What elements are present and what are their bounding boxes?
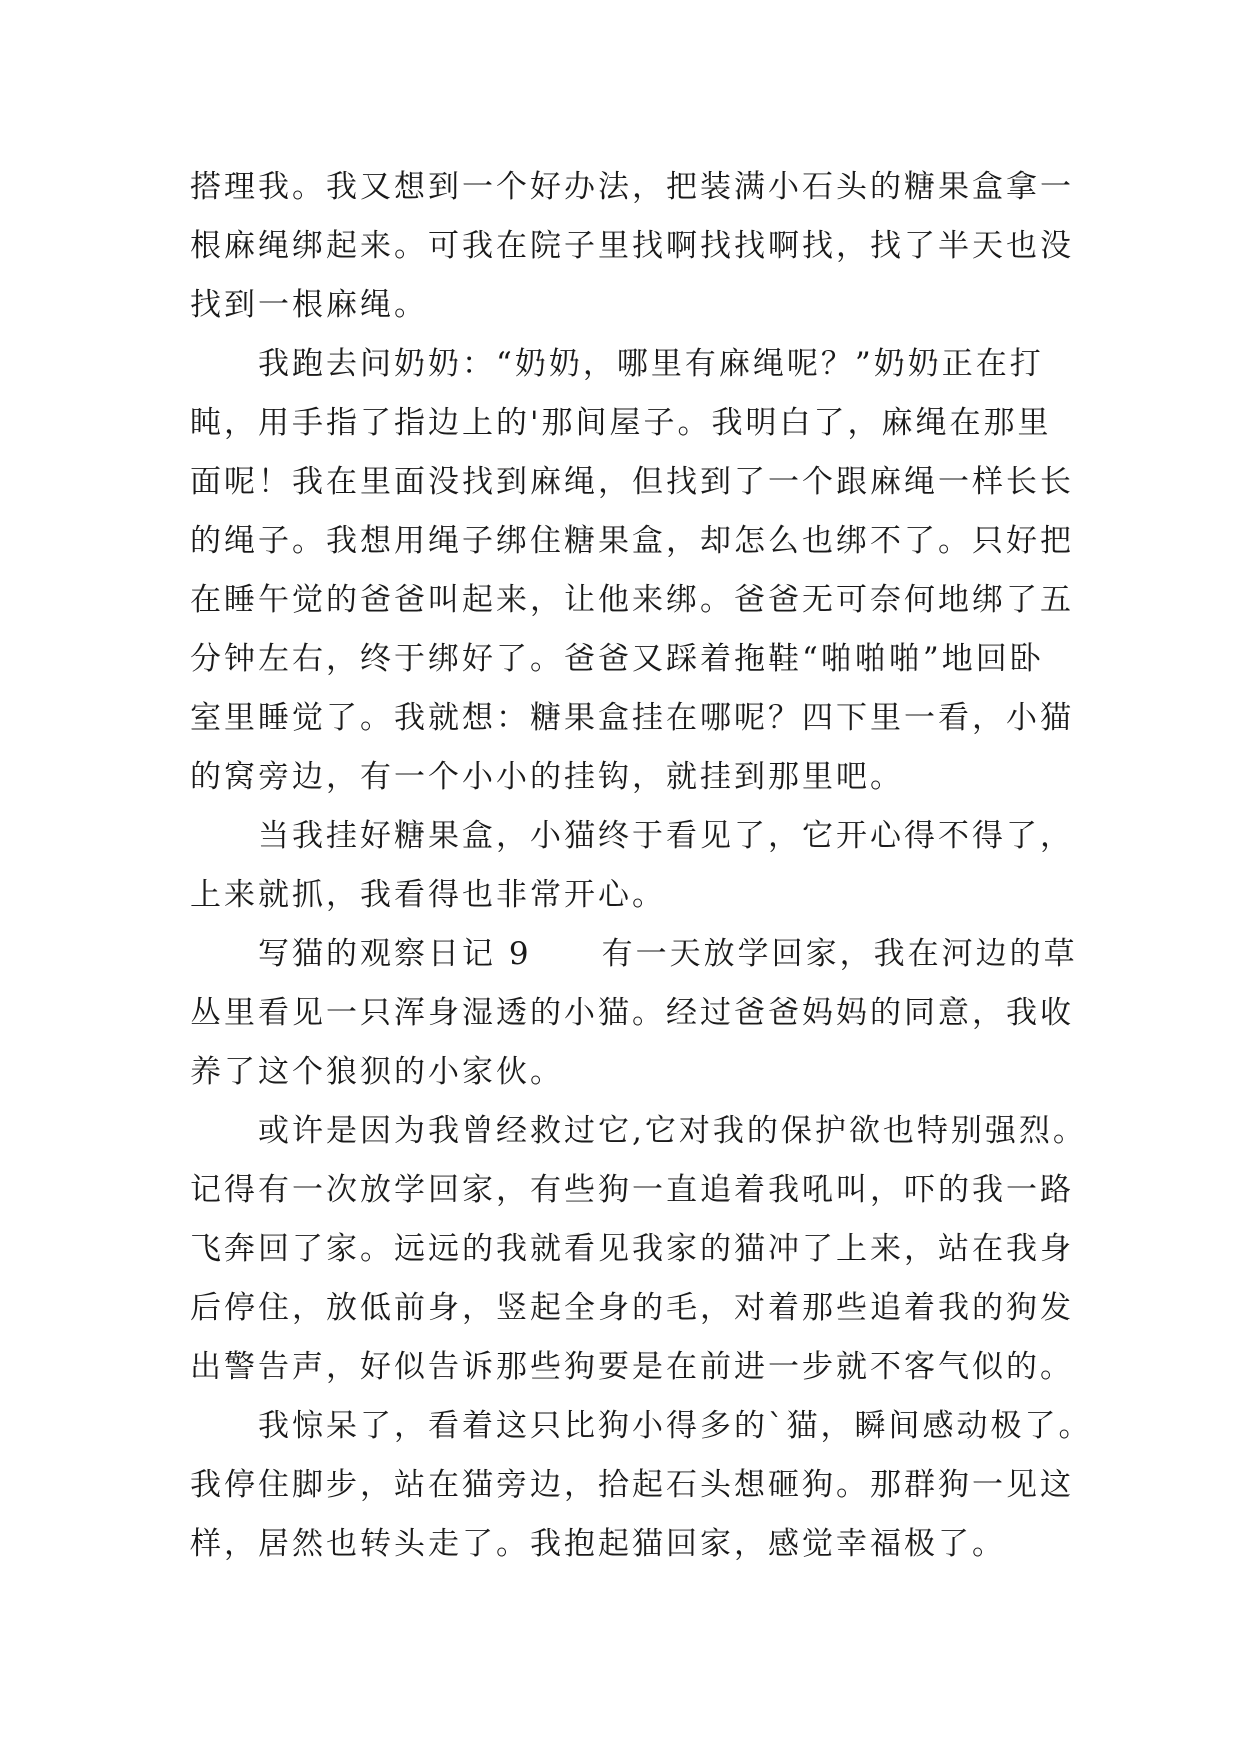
text-line: 我停住脚步，站在猫旁边，拾起石头想砸狗。那群狗一见这 xyxy=(190,1467,1074,1503)
text-line: 室里睡觉了。我就想：糖果盒挂在哪呢？四下里一看，小猫 xyxy=(190,700,1074,736)
text-line-continuation: 有一天放学回家，我在河边的草 xyxy=(601,936,1078,972)
text-line: 盹，用手指了指边上的'那间屋子。我明白了，麻绳在那里 xyxy=(190,405,1052,441)
text-line: 根麻绳绑起来。可我在院子里找啊找找啊找，找了半天也没 xyxy=(190,228,1074,264)
text-line: 分钟左右，终于绑好了。爸爸又踩着拖鞋“啪啪啪”地回卧 xyxy=(190,641,1044,677)
text-line: 丛里看见一只浑身湿透的小猫。经过爸爸妈妈的同意，我收 xyxy=(190,995,1074,1031)
text-line: 后停住，放低前身，竖起全身的毛，对着那些追着我的狗发 xyxy=(190,1290,1074,1326)
text-line: 飞奔回了家。远远的我就看见我家的猫冲了上来，站在我身 xyxy=(190,1231,1074,1267)
text-line: 样，居然也转头走了。我抱起猫回家，感觉幸福极了。 xyxy=(190,1526,1006,1562)
text-line: 面呢！我在里面没找到麻绳，但找到了一个跟麻绳一样长长 xyxy=(190,464,1074,500)
text-line: 我跑去问奶奶：“奶奶，哪里有麻绳呢？”奶奶正在打 xyxy=(190,346,1044,382)
text-line: 当我挂好糖果盒，小猫终于看见了，它开心得不得了， xyxy=(190,818,1074,854)
text-line: 我惊呆了，看着这只比狗小得多的`猫，瞬间感动极了。 xyxy=(190,1408,1093,1444)
text-line: 在睡午觉的爸爸叫起来，让他来绑。爸爸无可奈何地绑了五 xyxy=(190,582,1074,618)
text-line: 搭理我。我又想到一个好办法，把装满小石头的糖果盒拿一 xyxy=(190,169,1074,205)
body-text xyxy=(190,158,1093,1574)
text-line: 或许是因为我曾经救过它,它对我的保护欲也特别强烈。 xyxy=(190,1113,1087,1149)
text-line: 养了这个狼狈的小家伙。 xyxy=(190,1054,564,1090)
text-line: 的窝旁边，有一个小小的挂钩，就挂到那里吧。 xyxy=(190,759,904,795)
text-line: 上来就抓，我看得也非常开心。 xyxy=(190,877,666,913)
text-line: 找到一根麻绳。 xyxy=(190,287,428,323)
section-heading: 写猫的观察日记 9 xyxy=(190,936,532,972)
text-line: 的绳子。我想用绳子绑住糖果盒，却怎么也绑不了。只好把 xyxy=(190,523,1074,559)
text-line-with-heading xyxy=(190,925,1078,984)
text-line: 出警告声，好似告诉那些狗要是在前进一步就不客气似的。 xyxy=(190,1349,1074,1385)
text-line: 记得有一次放学回家，有些狗一直追着我吼叫，吓的我一路 xyxy=(190,1172,1074,1208)
